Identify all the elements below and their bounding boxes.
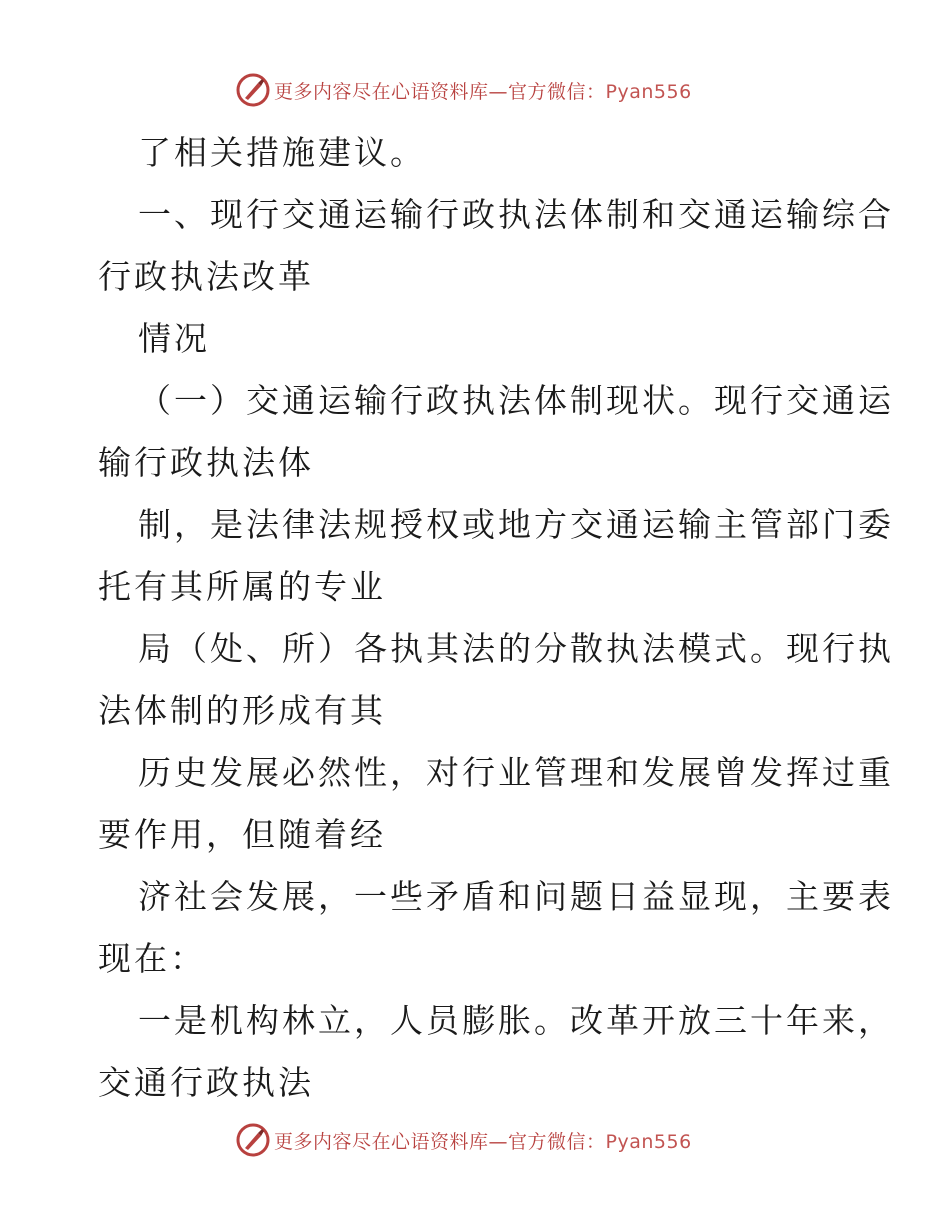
text-line: 制，是法律法规授权或地方交通运输主管部门委 bbox=[138, 505, 894, 544]
heading-line: 一、现行交通运输行政执法体制和交通运输综合 bbox=[138, 195, 894, 234]
watermark-text: 更多内容尽在心语资料库—官方微信：Pyan556 bbox=[274, 80, 692, 103]
text-line: 局（处、所）各执其法的分散执法模式。现行执 bbox=[138, 629, 894, 668]
text-line: （一）交通运输行政执法体制现状。现行交通运 bbox=[138, 381, 894, 420]
text-line: 历史发展必然性，对行业管理和发展曾发挥过重 bbox=[138, 753, 894, 792]
watermark-handle: Pyan556 bbox=[605, 80, 692, 103]
text-line: 输行政执法体 bbox=[98, 443, 314, 482]
text-line: 了相关措施建议。 bbox=[138, 133, 426, 172]
watermark-text: 更多内容尽在心语资料库—官方微信：Pyan556 bbox=[274, 1130, 692, 1153]
text-line: 交通行政执法 bbox=[98, 1063, 314, 1102]
text-line: 一是机构林立，人员膨胀。改革开放三十年来， bbox=[138, 1001, 894, 1040]
text-line: 要作用，但随着经 bbox=[98, 815, 386, 854]
pen-logo-icon bbox=[236, 73, 270, 107]
text-line: 法体制的形成有其 bbox=[98, 691, 386, 730]
text-line: 济社会发展，一些矛盾和问题日益显现，主要表 bbox=[138, 877, 894, 916]
text-line: 情况 bbox=[138, 319, 210, 358]
text-line: 现在： bbox=[98, 939, 206, 978]
heading-line: 行政执法改革 bbox=[98, 257, 314, 296]
footer-watermark bbox=[236, 1122, 716, 1158]
document-body bbox=[98, 122, 894, 1114]
header-watermark bbox=[236, 72, 716, 108]
text-line: 托有其所属的专业 bbox=[98, 567, 386, 606]
pen-logo-icon bbox=[236, 1123, 270, 1157]
watermark-handle: Pyan556 bbox=[605, 1130, 692, 1153]
